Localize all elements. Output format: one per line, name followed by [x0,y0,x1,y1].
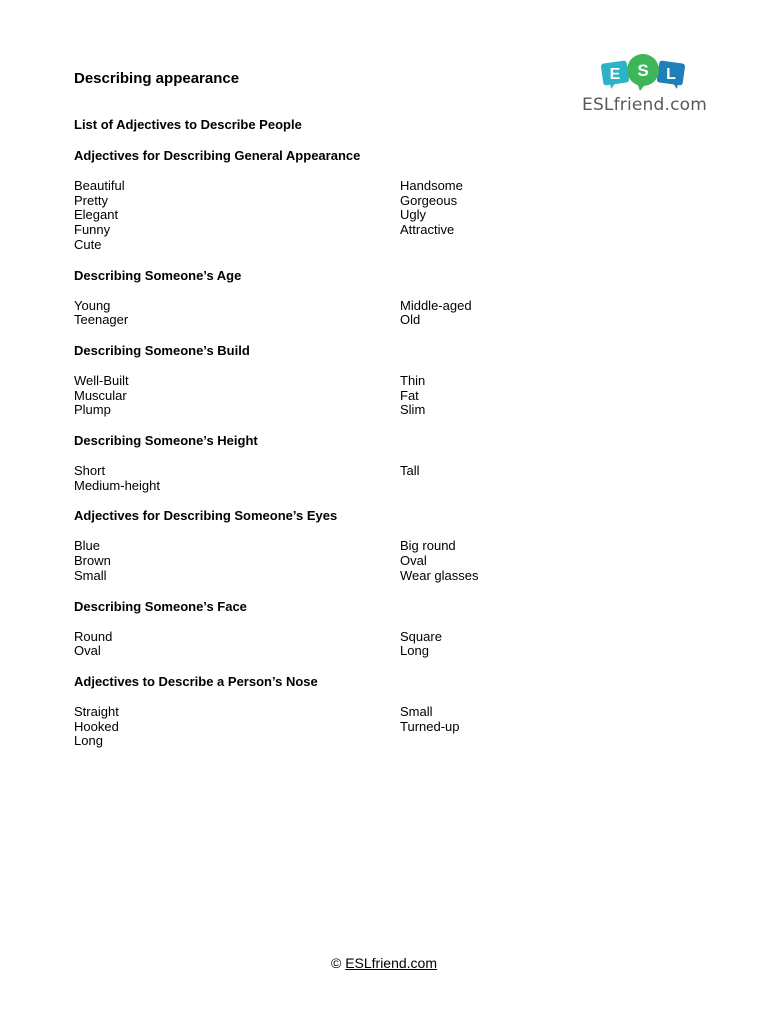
adjective-item: Wear glasses [400,567,479,583]
adjective-item: Round [74,628,113,644]
adjective-item: Medium-height [74,477,160,493]
adjective-item: Gorgeous [400,192,458,208]
adjective-columns [74,299,694,328]
adjective-item: Handsome [400,178,463,193]
adjective-columns [74,464,694,493]
adjective-column-left [74,299,400,328]
adjective-item: Brown [74,553,111,569]
adjective-item: Pretty [74,192,108,208]
logo-wordmark [582,95,707,115]
adjective-item: Oval [74,643,101,659]
eslfriend-logo [582,52,712,122]
adjective-column-right [400,539,694,583]
adjective-item: Middle-aged [400,297,472,313]
adjective-section [74,508,694,583]
adjective-item: Big round [400,538,456,554]
adjective-item: Thin [400,372,426,388]
adjective-item: Long [400,643,429,659]
adjective-column-left [74,179,400,253]
footer-link[interactable]: ESLfriend.com [345,955,438,971]
section-heading: Describing Someone’s Height [74,433,258,449]
adjective-item: Teenager [74,312,129,328]
page-title: Describing appearance [74,70,240,87]
adjective-item: Turned-up [400,718,460,734]
adjective-columns [74,705,694,749]
adjective-section [74,268,694,328]
badge-l [657,60,686,89]
adjective-item: Well-Built [74,372,129,388]
adjective-column-left [74,539,400,583]
section-heading: Adjectives for Describing General Appearance [74,148,361,163]
adjective-item: Square [400,628,442,644]
adjective-columns [74,630,694,659]
adjective-item: Hooked [74,718,119,734]
adjective-columns [74,374,694,418]
list-heading: List of Adjectives to Describe People [74,117,302,132]
badge-s [627,54,659,91]
adjective-item: Ugly [400,207,427,223]
footer [0,955,768,971]
document-content [74,117,694,764]
sections-container [74,148,694,749]
esl-badges-icon [600,52,690,92]
adjective-item: Muscular [74,387,127,403]
adjective-item: Small [400,703,433,719]
adjective-column-left [74,374,400,418]
adjective-item: Funny [74,222,111,238]
adjective-column-right [400,179,694,253]
adjective-column-right [400,630,694,659]
section-heading: Adjectives for Describing Someone’s Eyes [74,508,338,524]
adjective-item: Beautiful [74,178,125,193]
adjective-column-right [400,705,694,749]
section-heading: Adjectives to Describe a Person’s Nose [74,673,318,689]
logo-name: ESLfriend [582,95,665,115]
adjective-item: Slim [400,402,426,418]
adjective-item: Fat [400,387,419,403]
adjective-columns [74,179,694,253]
adjective-section [74,599,694,659]
adjective-column-left [74,630,400,659]
adjective-item: Old [400,312,421,328]
badge-e-letter: E [609,66,621,83]
section-heading: Describing Someone’s Build [74,342,250,358]
adjective-section [74,148,694,253]
section-heading: Describing Someone’s Age [74,267,242,283]
adjective-item: Attractive [400,222,455,238]
adjective-item: Long [74,733,103,749]
adjective-item: Elegant [74,207,119,223]
adjective-item: Small [74,567,107,583]
adjective-item: Cute [74,236,102,252]
copyright-symbol: © [330,955,342,971]
adjective-section [74,343,694,418]
badge-s-letter: S [637,61,649,80]
adjective-item: Blue [74,538,101,554]
adjective-item: Plump [74,402,111,418]
adjective-item: Straight [74,703,119,719]
adjective-item: Young [74,297,111,313]
adjective-item: Short [74,463,106,479]
badge-l-letter: L [666,66,676,83]
adjective-item: Tall [400,463,420,479]
adjective-column-left [74,464,400,493]
adjective-column-right [400,464,694,493]
logo-suffix: .com [664,95,708,115]
adjective-column-left [74,705,400,749]
adjective-columns [74,539,694,583]
adjective-column-right [400,374,694,418]
adjective-section [74,433,694,493]
adjective-item: Oval [400,553,427,569]
adjective-column-right [400,299,694,328]
section-heading: Describing Someone’s Face [74,598,247,614]
badge-e [601,60,630,89]
adjective-section [74,674,694,749]
